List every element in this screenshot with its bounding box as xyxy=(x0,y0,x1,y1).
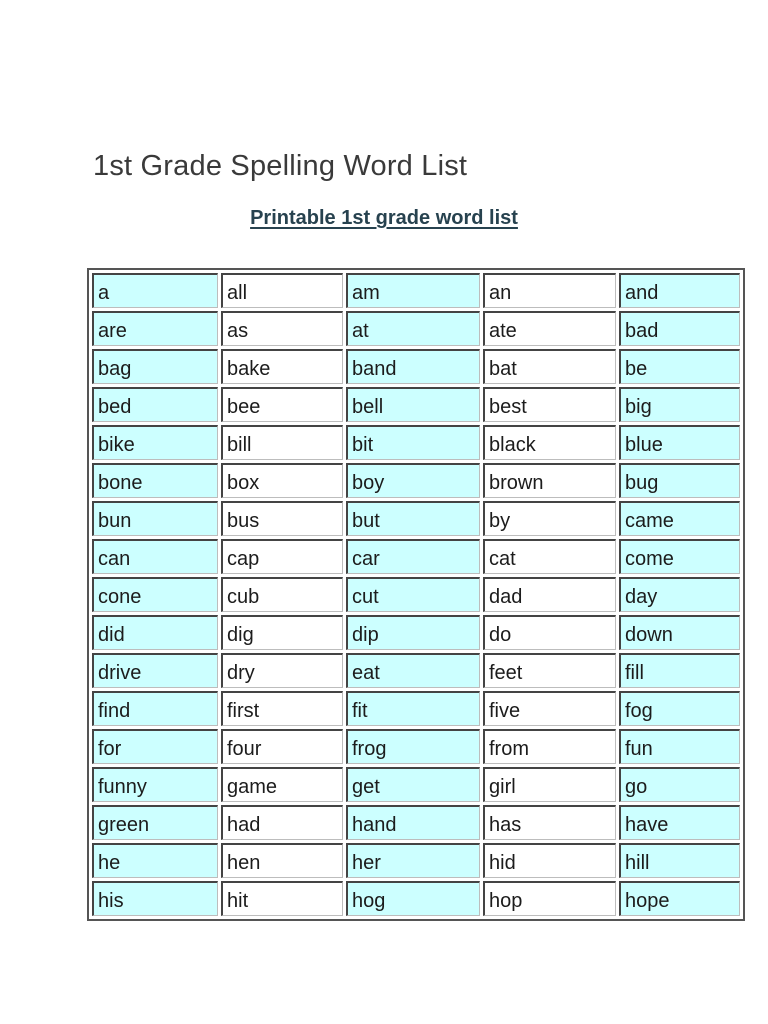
word-cell: find xyxy=(92,691,218,726)
word-cell: cap xyxy=(221,539,343,574)
word-cell: feet xyxy=(483,653,616,688)
table-row xyxy=(92,615,740,650)
word-cell: first xyxy=(221,691,343,726)
word-cell: for xyxy=(92,729,218,764)
word-cell: eat xyxy=(346,653,480,688)
word-cell: bat xyxy=(483,349,616,384)
table-row xyxy=(92,843,740,878)
word-cell: big xyxy=(619,387,740,422)
word-cell: fill xyxy=(619,653,740,688)
word-cell: bill xyxy=(221,425,343,460)
word-cell: and xyxy=(619,273,740,308)
table-row xyxy=(92,463,740,498)
word-cell: car xyxy=(346,539,480,574)
word-cell: frog xyxy=(346,729,480,764)
word-cell: get xyxy=(346,767,480,802)
word-cell: brown xyxy=(483,463,616,498)
word-cell: but xyxy=(346,501,480,536)
word-cell: four xyxy=(221,729,343,764)
word-cell: bell xyxy=(346,387,480,422)
word-cell: bake xyxy=(221,349,343,384)
word-cell: all xyxy=(221,273,343,308)
table-row xyxy=(92,729,740,764)
word-cell: down xyxy=(619,615,740,650)
word-cell: bun xyxy=(92,501,218,536)
word-cell: hop xyxy=(483,881,616,916)
word-cell: hope xyxy=(619,881,740,916)
word-cell: bus xyxy=(221,501,343,536)
word-cell: as xyxy=(221,311,343,346)
word-cell: hen xyxy=(221,843,343,878)
word-cell: cone xyxy=(92,577,218,612)
word-cell: ate xyxy=(483,311,616,346)
word-cell: drive xyxy=(92,653,218,688)
word-cell: dip xyxy=(346,615,480,650)
word-cell: bug xyxy=(619,463,740,498)
word-cell: best xyxy=(483,387,616,422)
word-cell: his xyxy=(92,881,218,916)
table-row xyxy=(92,273,740,308)
word-cell: day xyxy=(619,577,740,612)
word-cell: an xyxy=(483,273,616,308)
word-cell: bag xyxy=(92,349,218,384)
word-cell: bone xyxy=(92,463,218,498)
word-cell: hog xyxy=(346,881,480,916)
word-cell: are xyxy=(92,311,218,346)
table-row xyxy=(92,881,740,916)
word-cell: band xyxy=(346,349,480,384)
table-row xyxy=(92,501,740,536)
word-cell: boy xyxy=(346,463,480,498)
word-cell: dry xyxy=(221,653,343,688)
word-cell: bed xyxy=(92,387,218,422)
word-cell: bike xyxy=(92,425,218,460)
word-cell: has xyxy=(483,805,616,840)
word-cell: hill xyxy=(619,843,740,878)
word-table-body xyxy=(92,273,740,916)
word-cell: came xyxy=(619,501,740,536)
word-cell: fog xyxy=(619,691,740,726)
word-cell: a xyxy=(92,273,218,308)
table-row xyxy=(92,539,740,574)
word-cell: dig xyxy=(221,615,343,650)
word-cell: dad xyxy=(483,577,616,612)
table-row xyxy=(92,577,740,612)
word-cell: have xyxy=(619,805,740,840)
word-cell: bit xyxy=(346,425,480,460)
word-cell: fun xyxy=(619,729,740,764)
table-row xyxy=(92,425,740,460)
word-cell: game xyxy=(221,767,343,802)
word-cell: hit xyxy=(221,881,343,916)
word-cell: at xyxy=(346,311,480,346)
word-cell: cut xyxy=(346,577,480,612)
word-cell: cat xyxy=(483,539,616,574)
word-cell: from xyxy=(483,729,616,764)
word-cell: be xyxy=(619,349,740,384)
table-row xyxy=(92,767,740,802)
word-cell: green xyxy=(92,805,218,840)
word-cell: box xyxy=(221,463,343,498)
word-cell: hid xyxy=(483,843,616,878)
table-row xyxy=(92,311,740,346)
word-cell: black xyxy=(483,425,616,460)
spelling-word-table xyxy=(87,268,745,921)
word-cell: did xyxy=(92,615,218,650)
word-cell: funny xyxy=(92,767,218,802)
page-title: 1st Grade Spelling Word List xyxy=(93,150,468,182)
word-cell: can xyxy=(92,539,218,574)
word-cell: her xyxy=(346,843,480,878)
word-cell: fit xyxy=(346,691,480,726)
table-row xyxy=(92,349,740,384)
word-cell: am xyxy=(346,273,480,308)
word-cell: do xyxy=(483,615,616,650)
table-row xyxy=(92,653,740,688)
table-row xyxy=(92,805,740,840)
word-cell: bad xyxy=(619,311,740,346)
table-row xyxy=(92,387,740,422)
word-cell: girl xyxy=(483,767,616,802)
word-cell: go xyxy=(619,767,740,802)
word-cell: he xyxy=(92,843,218,878)
word-cell: hand xyxy=(346,805,480,840)
word-cell: bee xyxy=(221,387,343,422)
word-cell: blue xyxy=(619,425,740,460)
word-cell: five xyxy=(483,691,616,726)
word-cell: by xyxy=(483,501,616,536)
word-cell: cub xyxy=(221,577,343,612)
word-cell: had xyxy=(221,805,343,840)
word-cell: come xyxy=(619,539,740,574)
table-row xyxy=(92,691,740,726)
printable-word-list-link[interactable]: Printable 1st grade word list xyxy=(250,207,518,229)
